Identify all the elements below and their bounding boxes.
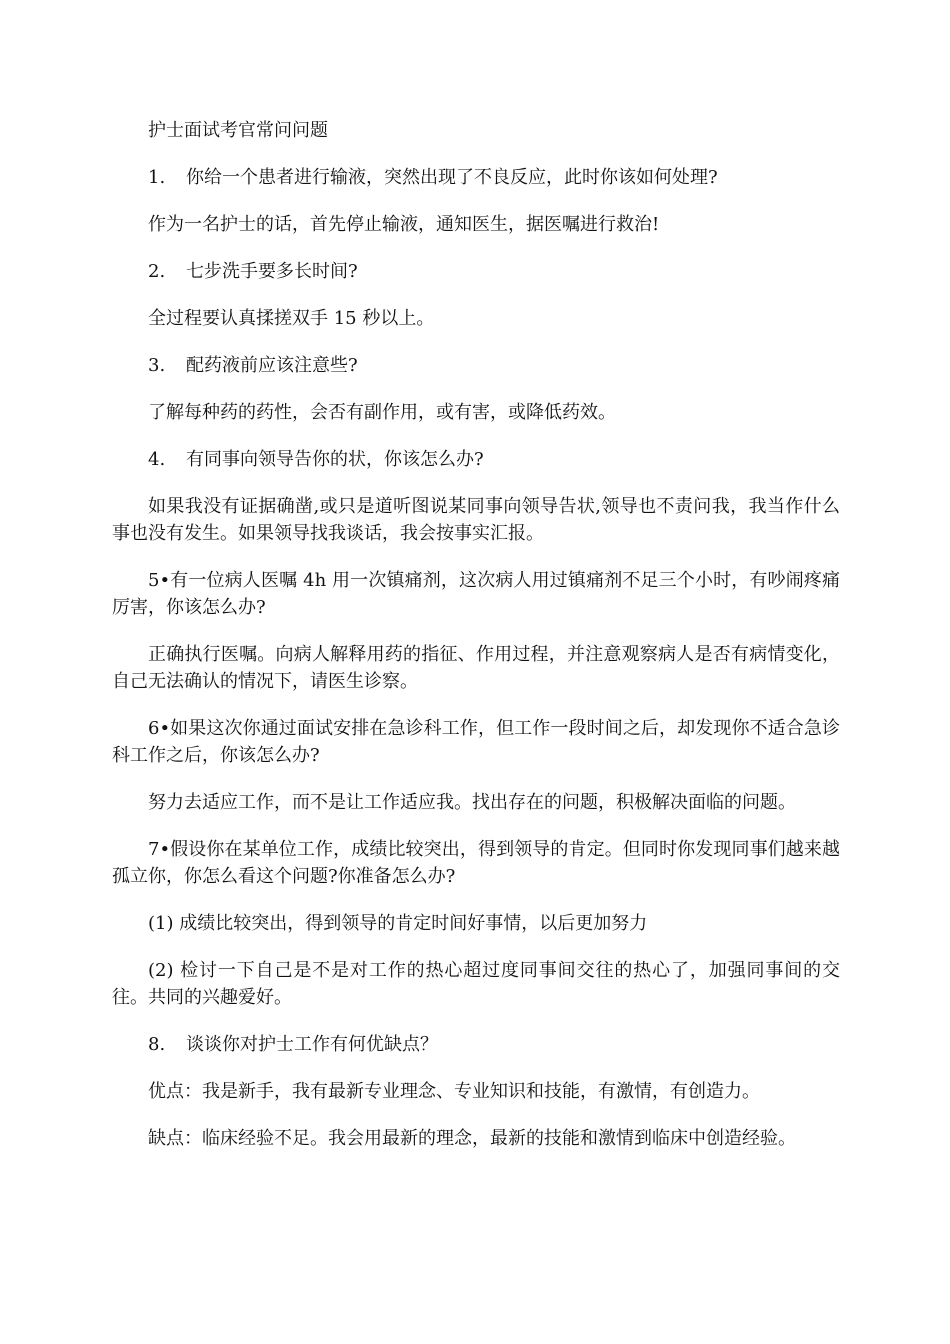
answer-2: 全过程要认真揉搓双手 15 秒以上。 [148,308,435,329]
answer-7-part-2: (2) 检讨一下自己是不是对工作的热心超过度同事间交往的热心了，加强同事间的交往。共同的兴趣爱好。 [112,960,840,1008]
document-body [112,117,840,1172]
question-text: 有同事向领导告你的状，你该怎么办? [186,449,484,470]
question-text: 谈谈你对护士工作有何优缺点？ [186,1034,438,1055]
answer-8-strengths: 优点：我是新手，我有最新专业理念、专业知识和技能，有激情，有创造力。 [148,1081,760,1102]
answer-6: 努力去适应工作，而不是让工作适应我。找出存在的问题，积极解决面临的问题。 [148,792,796,813]
answer-1: 作为一名护士的话，首先停止输液，通知医生，据医嘱进行救治! [148,214,660,235]
question-1 [112,164,840,191]
question-number: 1. [148,167,166,188]
document-title: 护士面试考官常问问题 [148,120,328,141]
answer-8-weaknesses: 缺点：临床经验不足。我会用最新的理念，最新的技能和激情到临床中创造经验。 [148,1128,796,1149]
answer-4: 如果我没有证据确凿,或只是道听图说某同事向领导告状,领导也不责问我，我当作什么事也没有发生。如果领导找我谈话，我会按事实汇报。 [112,496,840,544]
question-text: 配药液前应该注意些? [186,355,358,376]
answer-7-part-1: (1) 成绩比较突出，得到领导的肯定时间好事情，以后更加努力 [148,913,648,934]
question-text: 你给一个患者进行输液，突然出现了不良反应，此时你该如何处理? [186,167,718,188]
question-4 [112,446,840,473]
question-6: 6•如果这次你通过面试安排在急诊科工作，但工作一段时间之后，却发现你不适合急诊科工作之后，你该怎么办? [112,718,840,766]
question-2 [112,258,840,285]
question-3 [112,352,840,379]
answer-5: 正确执行医嘱。向病人解释用药的指征、作用过程，并注意观察病人是否有病情变化，自己无法确认的情况下，请医生诊察。 [112,644,840,692]
answer-3: 了解每种药的药性，会否有副作用，或有害，或降低药效。 [148,402,616,423]
question-7: 7•假设你在某单位工作，成绩比较突出，得到领导的肯定。但同时你发现同事们越来越孤立你，你怎么看这个问题?你准备怎么办? [112,839,840,887]
question-8 [112,1031,840,1058]
question-5: 5•有一位病人医嘱 4h 用一次镇痛剂，这次病人用过镇痛剂不足三个小时，有吵闹疼痛厉害，你该怎么办? [112,570,840,618]
question-number: 8. [148,1034,166,1055]
question-number: 2. [148,261,166,282]
question-number: 3. [148,355,166,376]
question-text: 七步洗手要多长时间? [186,261,358,282]
question-number: 4. [148,449,166,470]
